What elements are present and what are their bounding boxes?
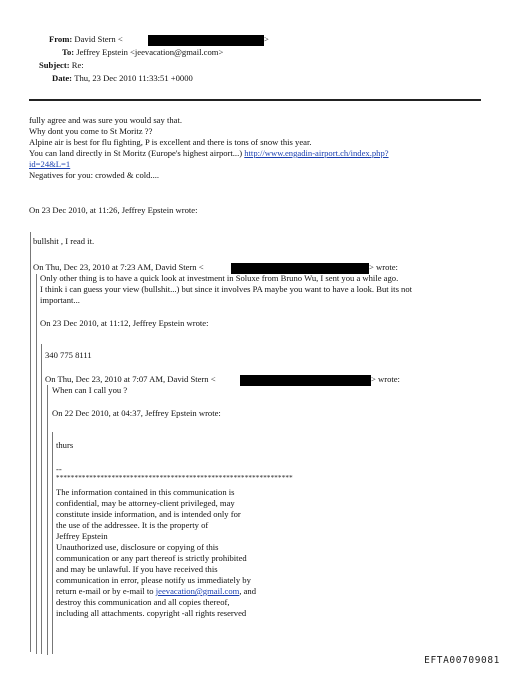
disclaimer-email-post: , and	[239, 586, 257, 596]
quote-2-intro-a: On Thu, Dec 23, 2010 at 7:23 AM, David Stern <	[33, 262, 204, 272]
from-row	[49, 34, 123, 45]
quote-1-intro: On 23 Dec 2010, at 11:26, Jeffrey Epstein wrote:	[29, 205, 198, 215]
disclaimer-line-7: communication or any part thereof is strictly prohibited	[56, 553, 247, 563]
body-line-1: fully agree and was sure you would say that.	[29, 115, 182, 125]
from-value: David Stern <	[74, 34, 123, 44]
reply-3-phone: 340 775 8111	[45, 350, 92, 360]
body-line-4-text: You can land directly in St Moritz (Europe's highest airport...)	[29, 148, 243, 158]
quote-4-intro-b: > wrote:	[371, 374, 400, 384]
reply-4: When can I call you ?	[52, 385, 128, 395]
body-line-4b	[29, 159, 70, 170]
disclaimer-line-8: and may be unlawful. If you have received this	[56, 564, 218, 574]
quote-bar-2	[36, 274, 37, 654]
disclaimer-line-4: the use of the addressee. It is the property of	[56, 520, 209, 530]
to-row	[62, 47, 223, 58]
quote-bar-1	[30, 232, 31, 652]
disclaimer-email-link[interactable]: jeevacation@gmail.com	[155, 586, 240, 596]
reply-5: thurs	[56, 440, 74, 450]
reply-1: bullshit , I read it.	[33, 236, 95, 246]
date-value: Thu, 23 Dec 2010 11:33:51 +0000	[74, 73, 193, 83]
to-value: Jeffrey Epstein <jeevacation@gmail.com>	[76, 47, 224, 57]
quote-4-intro-a: On Thu, Dec 23, 2010 at 7:07 AM, David Stern <	[45, 374, 216, 384]
date-label: Date:	[52, 73, 73, 83]
body-line-2: Why dont you come to St Moritz ??	[29, 126, 153, 136]
sig-stars: ****************************************************************	[56, 474, 293, 482]
disclaimer-line-12: including all attachments. copyright -all rights reserved	[56, 608, 247, 618]
to-label: To:	[62, 47, 75, 57]
quote-5-intro: On 22 Dec 2010, at 04:37, Jeffrey Epstein wrote:	[52, 408, 221, 418]
disclaimer-line-2: confidential, may be attorney-client privileged, may	[56, 498, 235, 508]
body-line-5: Negatives for you: crowded & cold....	[29, 170, 160, 180]
redaction-box	[148, 35, 264, 46]
disclaimer-line-1: The information contained in this communication is	[56, 487, 235, 497]
from-close: >	[264, 34, 269, 44]
quote-3-intro: On 23 Dec 2010, at 11:12, Jeffrey Epstein wrote:	[40, 318, 209, 328]
quote-bar-4	[47, 385, 48, 655]
reply-2-line-2: I think i can guess your view (bullshit...) but since it involves PA maybe you want to have a look. But its not	[40, 284, 413, 294]
airport-link[interactable]: http://www.engadin-airport.ch/index.php?	[244, 148, 389, 158]
date-row	[52, 73, 193, 84]
quote-2-intro-b: > wrote:	[369, 262, 398, 272]
subject-row	[39, 60, 84, 71]
disclaimer-line-11: destroy this communication and all copies thereof,	[56, 597, 230, 607]
body-line-4	[29, 148, 389, 159]
quote-bar-5	[52, 432, 53, 654]
header-divider	[29, 99, 481, 101]
document-id: EFTA00709081	[424, 655, 500, 667]
disclaimer-line-3: constitute inside information, and is intended only for	[56, 509, 241, 519]
redaction-box-3	[240, 375, 371, 386]
from-label: From:	[49, 34, 73, 44]
airport-link-cont[interactable]: id=24&L=1	[29, 159, 71, 169]
sig-dashes: --	[56, 464, 62, 474]
disclaimer-line-10	[56, 586, 256, 597]
quote-bar-3	[41, 344, 42, 654]
subject-value: Re:	[71, 60, 84, 70]
disclaimer-line-5: Jeffrey Epstein	[56, 531, 108, 541]
reply-2-line-1: Only other thing is to have a quick look at investment in Soluxe from Bruno Wu, I sent you a while ago.	[40, 273, 399, 283]
disclaimer-line-6: Unauthorized use, disclosure or copying of this	[56, 542, 219, 552]
disclaimer-line-9: communication in error, please notify us immediately by	[56, 575, 251, 585]
subject-label: Subject:	[39, 60, 70, 70]
disclaimer-email-pre: return e-mail or by e-mail to	[56, 586, 156, 596]
body-line-3: Alpine air is best for flu fighting, P is excellent and there is tons of snow this year.	[29, 137, 312, 147]
reply-2-line-3: important...	[40, 295, 80, 305]
